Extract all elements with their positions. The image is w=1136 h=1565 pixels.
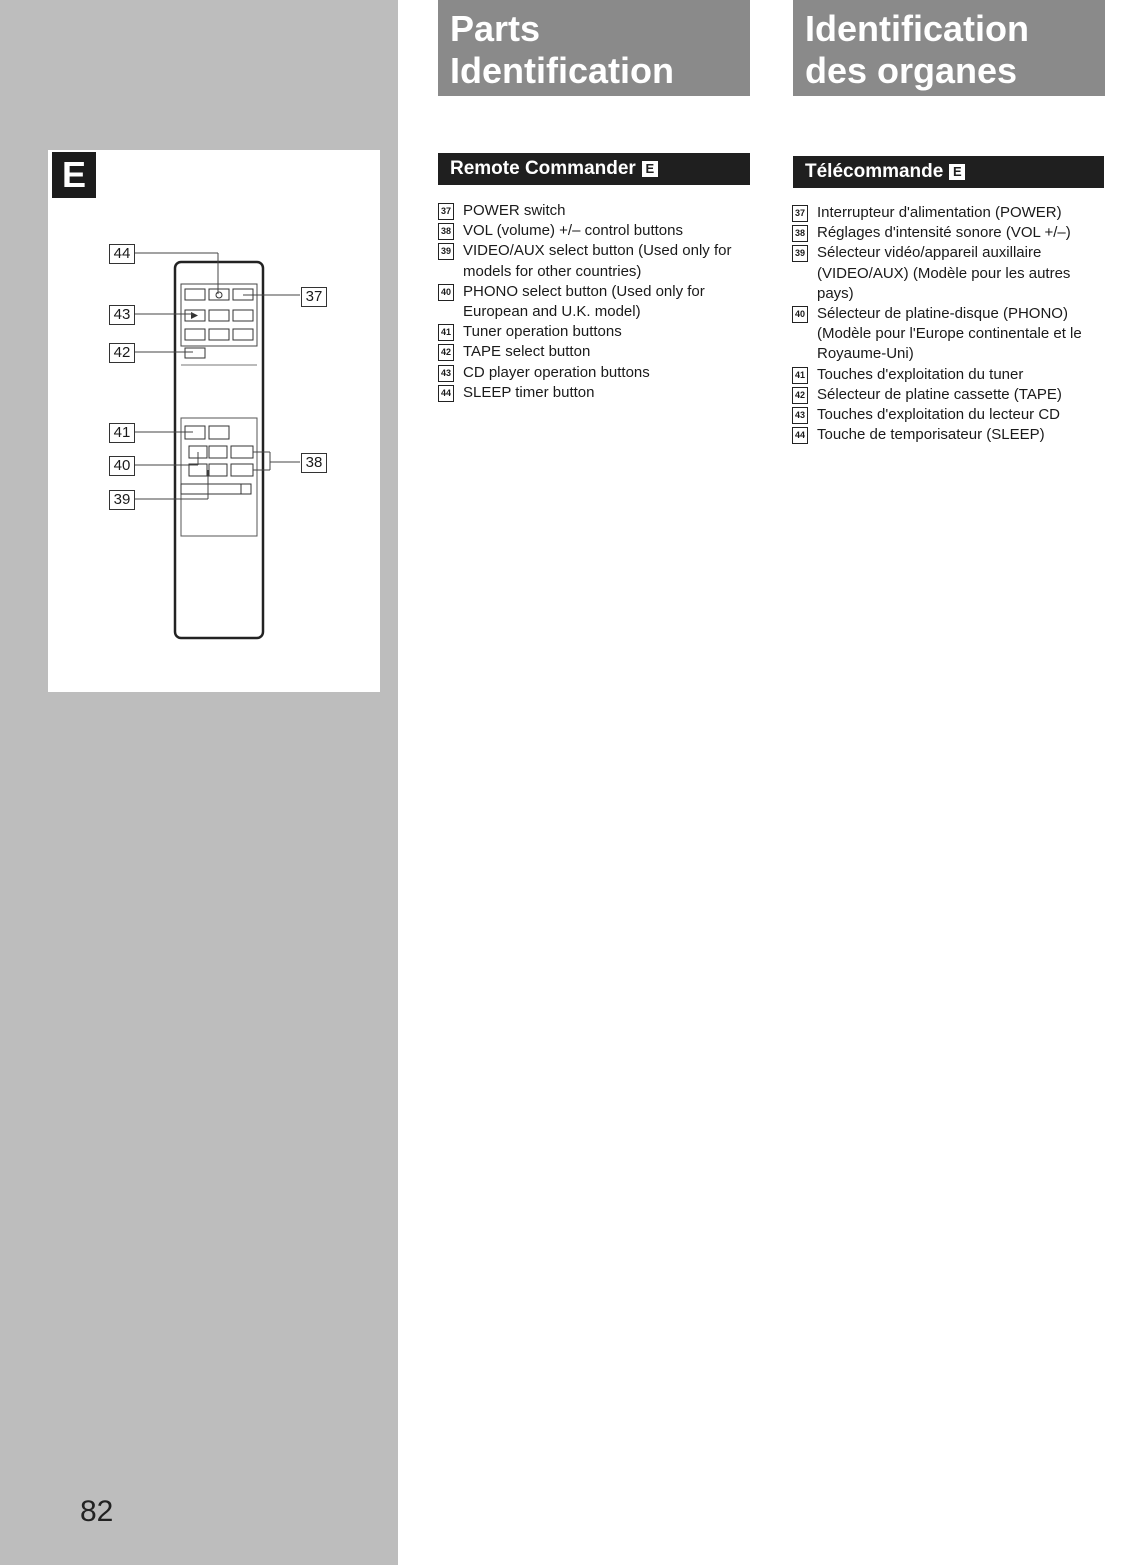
list-item [792,365,1104,385]
callout-37: 37 [301,287,327,307]
item-text: Sélecteur de platine cassette (TAPE) [817,385,1062,403]
english-title [438,0,750,96]
callout-41: 41 [109,423,135,443]
callout-44: 44 [109,244,135,264]
item-text: Sélecteur de platine-disque (PHONO) (Modèle pour l'Europe continentale et le Royaume-Uni) [817,305,1082,363]
item-number: 43 [792,407,808,424]
french-section-header [793,156,1104,188]
item-text: Sélecteur vidéo/appareil auxillaire (VIDEO/AUX) (Modèle pour les autres pays) [817,244,1071,302]
english-section-title: Remote Commander [450,158,636,179]
french-title-line2: des organes [805,50,1018,91]
english-section-header [438,153,750,185]
callout-40: 40 [109,456,135,476]
french-section-title: Télécommande [805,161,944,182]
item-text: Interrupteur d'alimentation (POWER) [817,204,1062,221]
item-text: SLEEP timer button [463,383,595,401]
remote-figure-panel [48,150,380,692]
list-item [792,203,1104,223]
item-number: 42 [792,387,808,404]
page-number: 82 [80,1495,114,1528]
list-item [792,304,1104,365]
item-text: VOL (volume) +/– control buttons [463,222,683,240]
item-number: 43 [438,365,454,382]
list-item [438,241,738,281]
callout-42: 42 [109,343,135,363]
callout-38: 38 [301,453,327,473]
item-number: 44 [438,385,454,402]
list-item [792,385,1104,405]
item-number: 38 [438,223,454,240]
list-item [792,223,1104,243]
item-number: 39 [438,243,454,260]
item-number: 41 [792,367,808,384]
list-item [438,363,738,383]
item-text: PHONO select button (Used only for European and U.K. model) [463,282,705,321]
item-text: TAPE select button [463,343,591,361]
item-number: 38 [792,225,808,242]
french-title-line1: Identification [805,8,1029,49]
french-parts-list [792,203,1104,445]
item-text: Touche de temporisateur (SLEEP) [817,426,1045,444]
section-figure-tag: E [642,161,658,177]
list-item [792,243,1104,304]
english-parts-list [438,201,738,403]
list-item [438,383,738,403]
english-title-line2: Identification [450,50,674,91]
callout-39: 39 [109,490,135,510]
list-item [438,201,738,221]
list-item [438,221,738,241]
item-number: 41 [438,324,454,341]
item-text: CD player operation buttons [463,363,650,381]
item-text: VIDEO/AUX select button (Used only for models for other countries) [463,242,732,280]
list-item [438,342,738,362]
item-text: Tuner operation buttons [463,323,622,341]
section-figure-tag: E [949,164,965,180]
list-item [792,425,1104,445]
item-text: POWER switch [463,202,566,219]
item-text: Touches d'exploitation du lecteur CD [817,406,1061,424]
list-item [792,405,1104,425]
item-number: 44 [792,427,808,444]
remote-commander-illustration [48,150,380,692]
french-title [793,0,1105,96]
item-number: 42 [438,344,454,361]
item-number: 39 [792,245,808,262]
item-number: 37 [438,203,454,220]
english-title-line1: Parts [450,8,541,49]
item-number: 40 [438,284,454,301]
callout-43: 43 [109,305,135,325]
list-item [438,282,738,322]
item-text: Réglages d'intensité sonore (VOL +/–) [817,224,1071,242]
item-text: Touches d'exploitation du tuner [817,365,1024,383]
item-number: 37 [792,205,808,222]
list-item [438,322,738,342]
figure-badge: E [52,152,96,198]
item-number: 40 [792,306,808,323]
